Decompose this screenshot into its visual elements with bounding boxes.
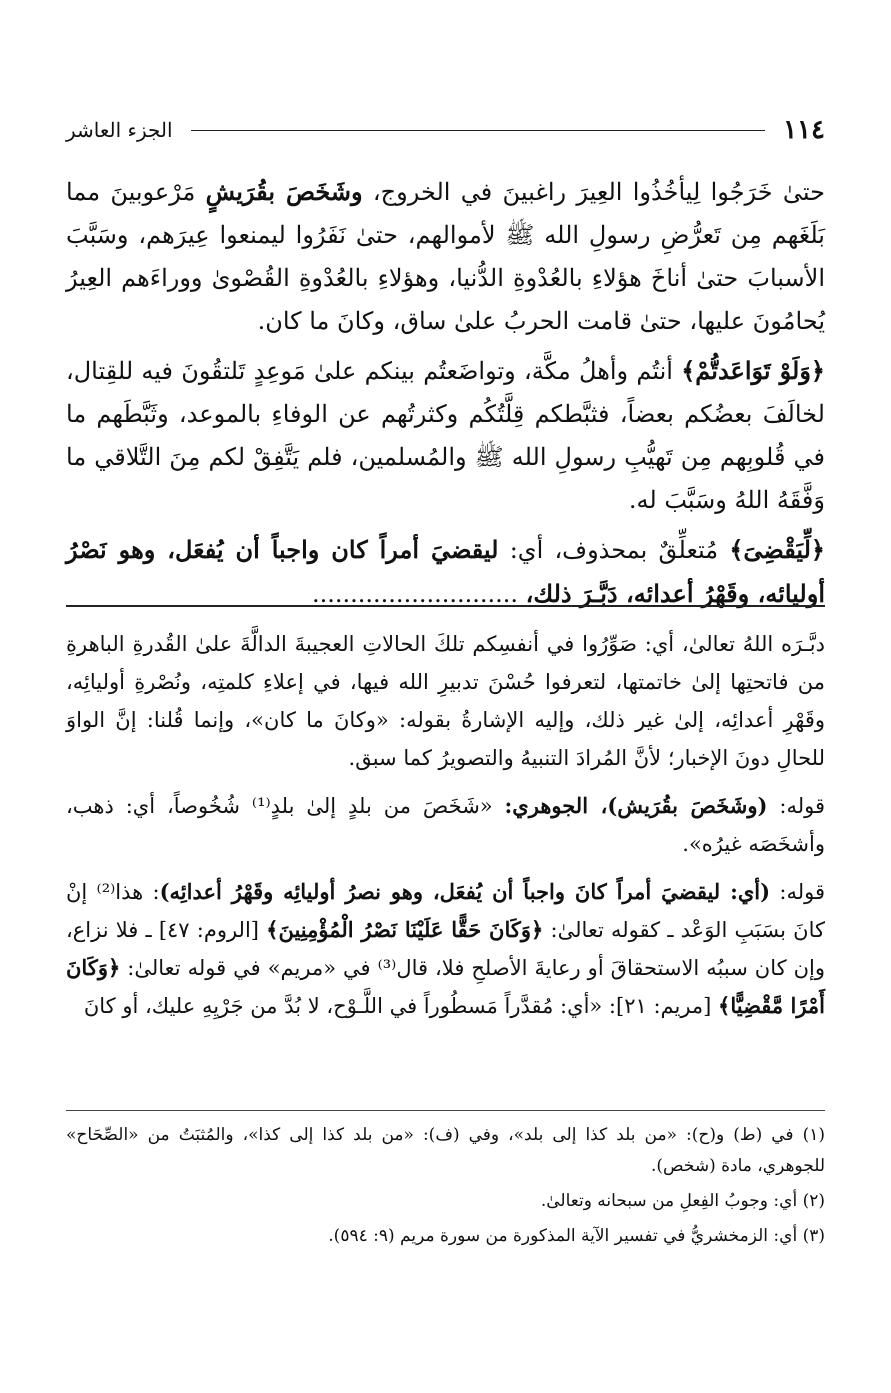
- text-run: [مريم: ٢١]: «أي: مُقدَّراً مَسطُوراً في اللَّـوْح، لا بُدَّ من جَرْيِهِ عليك، أو كانَ: [83, 994, 719, 1018]
- footnotes: [66, 1120, 825, 1256]
- text-run: حتىٰ خَرَجُوا لِيأخُذُوا العِيرَ راغبينَ في الخروج،: [362, 178, 825, 206]
- bold-run: وشَخَصَ بقُرَيشٍ: [205, 177, 363, 206]
- page-number: ١١٤: [783, 115, 825, 145]
- text-run: مُتعلِّقٌ بمحذوف، أي:: [498, 536, 730, 564]
- quran-quote: ﴿وَكَانَ حَقًّا عَلَيْنَا نَصْرُ الْمُؤْمِنِينَ﴾: [266, 917, 544, 942]
- commentary: [66, 625, 825, 1035]
- quran-quote: ﴿وَكَانَ أَمْرًا مَّقْضِيًّا﴾: [66, 955, 825, 1018]
- bold-run: (وشَخَصَ بقُرَيش)، الجوهري:: [504, 793, 768, 818]
- footnote-1: (١) في (ط) و(ح): «من بلد كذا إلى بلد»، وفي (ف): «من بلد كذا إلى كذا»، والمُثبَتُ من «الصِّحَاح» للجوهري، مادة (شخص).: [66, 1125, 825, 1176]
- commentary-paragraph-3: [66, 873, 825, 1025]
- page-header: [66, 112, 825, 148]
- commentary-paragraph-1: دبَّـرَه اللهُ تعالىٰ، أي: صَوِّرُوا في أنفسِكم تلكَ الحالاتِ العجيبةَ الدالَّةَ علىٰ القُدرةِ الباهرةِ من فاتحتِها إلىٰ خاتمتها، لتعرفوا حُسْنَ تدبيرِ الله فيها، في إعلاءِ كلمتِه، ونُصْرةِ أوليائِه، وقَهْرِ أعدائِه، إلىٰ غير ذلك، وإليه الإشارةُ بقوله: «وكانَ ما كان»، وإنما قُلنا: إنَّ الواوَ للحالِ دونَ الإخبار؛ لأنَّ المُرادَ التنبيهُ والتصويرُ كما سبق.: [66, 632, 825, 770]
- bold-run: (أي: ليقضيَ أمراً كانَ واجباً أن يُفعَل، وهو نصرُ أوليائِه وقَهْرُ أعدائِه): [159, 879, 771, 904]
- text-run: «شَخَصَ من بلدٍ إلىٰ بلدٍ⁽¹⁾ شُخُوصاً، أي: ذهب، وأشخَصَه غيرُه».: [66, 794, 825, 856]
- footnote-divider: [66, 1110, 825, 1111]
- commentary-paragraph-2: [66, 787, 825, 863]
- text-run: مَرْعوبينَ مما بَلَغَهم مِن تَعرُّضِ رسولِ الله ﷺ لأموالهم، حتىٰ نَفَرُوا ليمنعوا عِيرَهم، وسَبَّبَ الأسبابَ حتىٰ أناخَ هؤلاءِ بالعُدْوةِ الدُّنيا، وهؤلاءِ بالعُدْوةِ القُصْوىٰ ووراءَهم العِيرُ يُحامُونَ عليها، حتىٰ قامت الحربُ علىٰ ساق، وكانَ ما كان.: [66, 178, 825, 335]
- footnote-2: (٢) أي: وجوبُ الفِعلِ من سبحانه وتعالىٰ.: [540, 1191, 825, 1211]
- running-title: الجزء العاشر: [66, 118, 173, 142]
- text-run: : هذا⁽²⁾ إنْ كانَ بسَبَبِ الوَعْد ـ كقوله تعالىٰ:: [66, 880, 825, 942]
- main-paragraph-2: [66, 349, 825, 522]
- text-run: [الروم: ٤٧] ـ فلا نزاع، وإن كان سببُه الاستحقاقَ أو رعايةَ الأصلحِ فلا، قال⁽³⁾ في «مريم» في قوله تعالىٰ:: [66, 918, 826, 980]
- main-text: [66, 170, 825, 622]
- quran-quote: ﴿لِّيَقْضِىَ﴾: [729, 535, 825, 564]
- bold-run: ليقضيَ أمراً كان واجباً أن يُفعَل، وهو نَصْرُ أوليائه، وقَهْرُ أعدائه، دَبَّـرَ ذلك،: [66, 535, 825, 608]
- footnote-3: (٣) أي: الزمخشريُّ في تفسير الآية المذكورة من سورة مريم (٩: ٥٩٤).: [328, 1226, 825, 1246]
- text-run: أنتُم وأهلُ مكَّة، وتواضَعتُم بينكم علىٰ مَوعِدٍ تَلتقُونَ فيه للقِتال، لخالَفَ بعضُكم بعضاً، فثبَّطكم قِلَّتُكُم وكثرتُهم عن الوفاءِ بالموعد، وثَبَّطَهم ما في قُلوبِهم مِن تَهيُّبِ رسولِ الله ﷺ والمُسلمين، فلم يَتَّفِقْ لكم مِنَ التَّلاقي ما وَفَّقَهُ اللهُ وسَبَّبَ له.: [66, 357, 825, 514]
- quran-quote: ﴿وَلَوْ تَوَاعَدتُّمْ﴾: [681, 356, 825, 385]
- continuation-dots: ...........................: [312, 580, 526, 608]
- text-run: قوله:: [767, 794, 825, 818]
- main-paragraph-3: [66, 528, 825, 616]
- text-run: قوله:: [770, 880, 826, 904]
- main-paragraph-1: [66, 170, 825, 343]
- main-commentary-divider: [66, 605, 825, 607]
- header-rule: [191, 130, 766, 131]
